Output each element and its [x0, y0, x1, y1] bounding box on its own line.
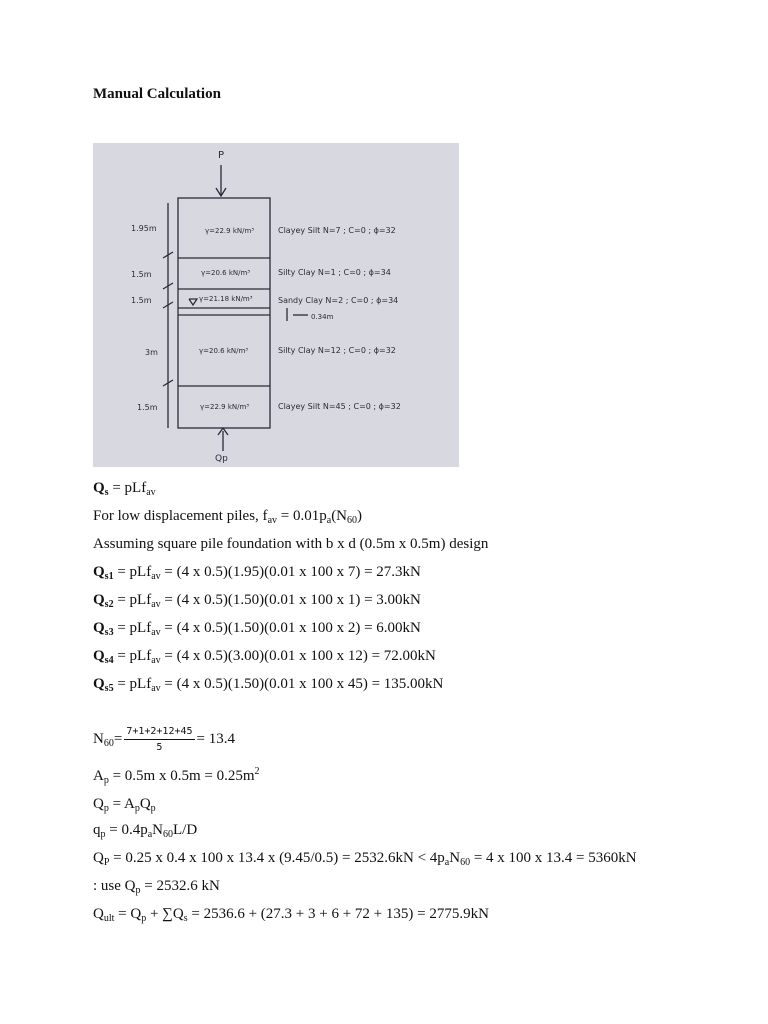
layer-unit-weight-4: γ=20.6 kN/m³: [199, 347, 249, 355]
n60-fraction: $\frac{7+1+2+12+45}{5}$: [126, 726, 193, 753]
layer-depth-3: 1.5m: [131, 296, 152, 305]
qp-calculation: $Q_P = 0.25$ x 0.4 x 100 x 13.4 x $(9.45/0.5) = 2532.6kN < 4p_aN_{60} = 4$ x 100 x 13.4 = 5360kN: [93, 850, 637, 868]
qp-unit-formula: $q_p = 0.4p_aN_{60}L/D$: [93, 822, 198, 840]
layer-soil-5: Clayey Silt N=45 ; C=0 ; ϕ=32: [278, 402, 401, 411]
layer-soil-2: Silty Clay N=1 ; C=0 ; ϕ=34: [278, 268, 391, 277]
qp-definition: $Q_p = A_pQ_p$: [93, 796, 156, 814]
load-p-label: P: [218, 150, 225, 161]
water-level-label: 0.34m: [311, 313, 334, 321]
layer-soil-4: Silty Clay N=12 ; C=0 ; ϕ=32: [278, 346, 396, 355]
n60-equation: $N_{60}=$ $\frac{7+1+2+12+45}{5}$ = 13.4: [93, 726, 236, 753]
page-title: Manual Calculation: [93, 86, 221, 102]
qs4-equation: $Q_{s4} = pLf_{av} = (4$ x 0.5)(3.00)(0.01 x 100 x 12) = 72.00kN: [93, 648, 436, 666]
layer-depth-4: 3m: [145, 348, 158, 357]
soil-profile-sketch: [93, 143, 459, 467]
layer-unit-weight-5: γ=22.9 kN/m³: [200, 403, 250, 411]
qult-equation: $Q_{ult} = Q_p + \sum Q_s = 2536.6 + (27.3 + 3 + 6 + 72 + 135) = 2775.9kN$: [93, 906, 489, 924]
layer-depth-1: 1.95m: [131, 224, 157, 233]
layer-depth-2: 1.5m: [131, 270, 152, 279]
layer-unit-weight-1: γ=22.9 kN/m³: [205, 227, 255, 235]
use-qp-text: : use $Q_p = 2532.6$ kN: [93, 878, 220, 896]
ap-equation: $A_p = 0.5m$ x $0.5m = 0.25m^2$: [93, 766, 260, 786]
layer-depth-5: 1.5m: [137, 403, 158, 412]
load-qp-label: Qp: [215, 454, 228, 464]
qs1-equation: $Q_{s1} = pLf_{av} = (4$ x 0.5)(1.95)(0.01 x 100 x 7) = 27.3kN: [93, 564, 421, 582]
qs2-equation: $Q_{s2} = pLf_{av} = (4$ x 0.5)(1.50)(0.01 x 100 x 1) = 3.00kN: [93, 592, 421, 610]
layer-unit-weight-2: γ=20.6 kN/m³: [201, 269, 251, 277]
layer-unit-weight-3: γ=21.18 kN/m³: [199, 295, 253, 303]
qs5-equation: $Q_{s5} = pLf_{av} = (4$ x 0.5)(1.50)(0.01 x 100 x 45) = 135.00kN: [93, 676, 444, 694]
layer-soil-1: Clayey Silt N=7 ; C=0 ; ϕ=32: [278, 226, 396, 235]
assumption-text: Assuming square pile foundation with b x d (0.5m x 0.5m) design: [93, 536, 489, 552]
qs3-equation: $Q_{s3} = pLf_{av} = (4$ x 0.5)(1.50)(0.01 x 100 x 2) = 6.00kN: [93, 620, 421, 638]
layer-soil-3: Sandy Clay N=2 ; C=0 ; ϕ=34: [278, 296, 399, 305]
qs-formula: $Q_s = pLf_{av}$: [93, 480, 156, 498]
low-displacement-formula: For low displacement piles, $f_{av} = 0.01p_a(N_{60})$: [93, 508, 363, 526]
